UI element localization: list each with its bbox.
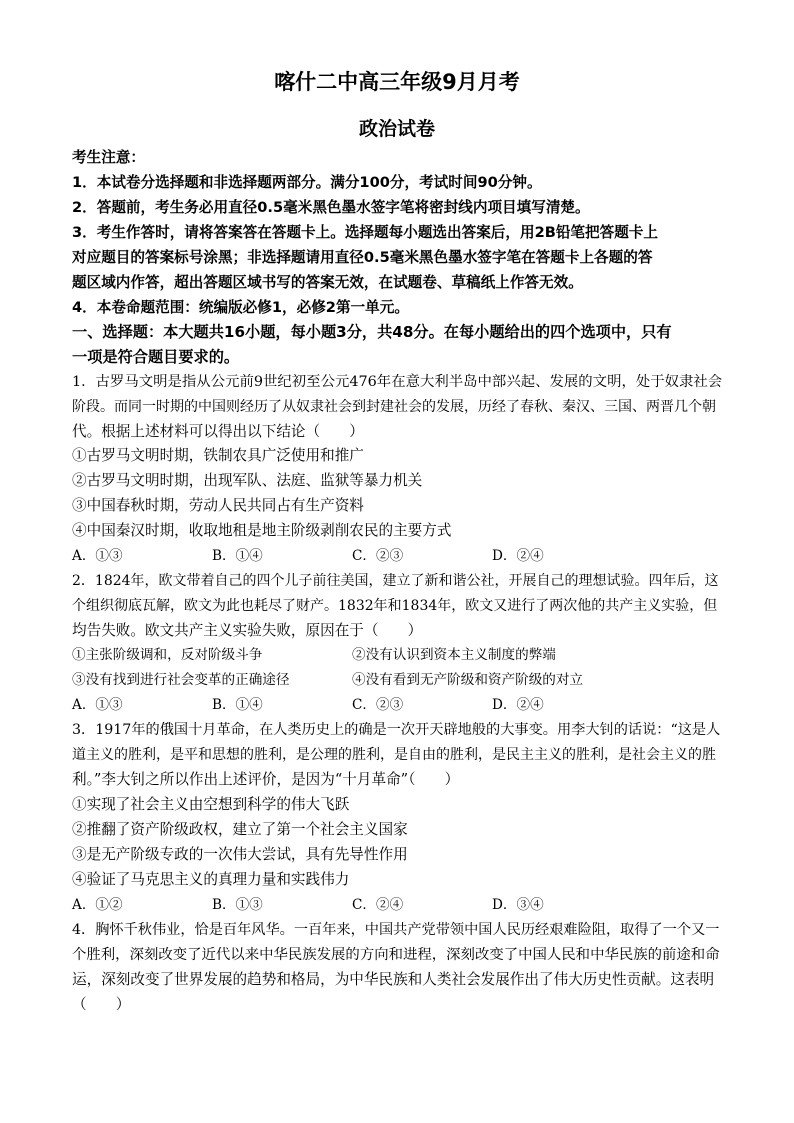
statement: ②推翻了资产阶级政权，建立了第一个社会主义国家	[72, 821, 408, 838]
statement: ②没有认识到资本主义制度的弊端	[352, 647, 556, 663]
notice-item: 2．答题前，考生务必用直径0.5毫米黑色墨水签字笔将密封线内项目填写清楚。	[72, 199, 590, 216]
question-text: 利。”李大钊之所以作出上述评价，是因为“十月革命”（ ）	[72, 771, 460, 788]
question-text: （ ）	[72, 996, 131, 1013]
statement: ④中国秦汉时期，收取地租是地主阶级剥削农民的主要方式	[72, 522, 452, 539]
question-text: 个组织彻底瓦解，欧文为此也耗尽了财产。1832年和1834年，欧文又进行了两次他的共产主义实验，但	[72, 598, 718, 614]
question-text: 代。根据上述材料可以得出以下结论（ ）	[72, 423, 364, 440]
option-c: C．②③	[352, 697, 404, 713]
exam-title: 喀什二中高三年级9月月考	[274, 70, 520, 94]
notice-item: 题区域内作答，超出答题区域书写的答案无效，在试题卷、草稿纸上作答无效。	[72, 274, 583, 291]
question-text: 3．1917年的俄国十月革命，在人类历史上的确是一次开天辟地般的大事变。用李大钊的话说：“这是人	[72, 722, 721, 738]
question-text: 2．1824年，欧文带着自己的四个儿子前往美国，建立了新和谐公社，开展自己的理想试验。四年后，这	[72, 573, 719, 589]
option-a: A．①②	[72, 897, 123, 913]
option-b: B．①④	[212, 548, 263, 564]
question-text: 4．胸怀千秋伟业，恰是百年风华。一百年来，中国共产党带领中国人民历经艰难险阻，取得了一个又一	[72, 922, 720, 938]
section-heading: 一、选择题：本大题共16小题，每小题3分，共48分。在每小题给出的四个选项中，只有	[72, 323, 672, 341]
question-text: 个胜利，深刻改变了近代以来中华民族发展的方向和进程，深刻改变了中国人民和中华民族的前途和命	[72, 947, 720, 963]
statement: ①实现了社会主义由空想到科学的伟大飞跃	[72, 796, 350, 813]
notice-item: 4．本卷命题范围：统编版必修1，必修2第一单元。	[72, 299, 409, 316]
statement: ③没有找到进行社会变革的正确途径	[72, 672, 290, 688]
notice-item: 3．考生作答时，请将答案答在答题卡上。选择题每小题选出答案后，用2B铅笔把答题卡上	[72, 224, 658, 241]
question-text: 1．古罗马文明是指从公元前9世纪初至公元476年在意大利半岛中部兴起、发展的文明，处于奴隶社会	[72, 374, 723, 390]
option-b: B．①④	[212, 697, 263, 713]
option-d: D．③④	[492, 897, 544, 913]
option-a: A．①③	[72, 548, 123, 564]
question-text: 道主义的胜利，是平和思想的胜利，是公理的胜利，是自由的胜利，是民主主义的胜利，是社会主义的胜	[72, 747, 716, 763]
statement: ①古罗马文明时期，铁制农具广泛使用和推广	[72, 447, 364, 464]
statement: ④没有看到无产阶级和资产阶级的对立	[352, 672, 584, 688]
question-text: 阶段。而同一时期的中国则经历了从奴隶社会到封建社会的发展，历经了春秋、秦汉、三国、两晋几个朝	[72, 399, 716, 415]
option-b: B．①③	[212, 897, 263, 913]
notice-item: 1．本试卷分选择题和非选择题两部分。满分100分，考试时间90分钟。	[72, 174, 542, 191]
option-c: C．②③	[352, 548, 404, 564]
option-a: A．①③	[72, 697, 123, 713]
section-heading: 一项是符合题目要求的。	[72, 348, 240, 366]
statement: ②古罗马文明时期，出现军队、法庭、监狱等暴力机关	[72, 472, 423, 489]
statement: ④验证了马克思主义的真理力量和实践伟力	[72, 871, 350, 888]
option-d: D．②④	[492, 697, 544, 713]
statement: ③中国春秋时期，劳动人民共同占有生产资料	[72, 497, 364, 514]
exam-subtitle: 政治试卷	[358, 118, 435, 140]
notice-item: 对应题目的答案标号涂黑；非选择题请用直径0.5毫米黑色墨水签字笔在答题卡上各题的答	[72, 249, 653, 266]
statement: ①主张阶级调和，反对阶级斗争	[72, 647, 263, 663]
question-text: 均告失败。欧文共产主义实验失败，原因在于（ ）	[72, 622, 423, 639]
option-d: D．②④	[492, 548, 544, 564]
question-text: 运，深刻改变了世界发展的趋势和格局，为中华民族和人类社会发展作出了伟大历史性贡献。这表明	[72, 971, 715, 988]
option-c: C．②④	[352, 897, 404, 913]
statement: ③是无产阶级专政的一次伟大尝试，具有先导性作用	[72, 846, 408, 863]
notice-heading: 考生注意：	[72, 149, 145, 166]
